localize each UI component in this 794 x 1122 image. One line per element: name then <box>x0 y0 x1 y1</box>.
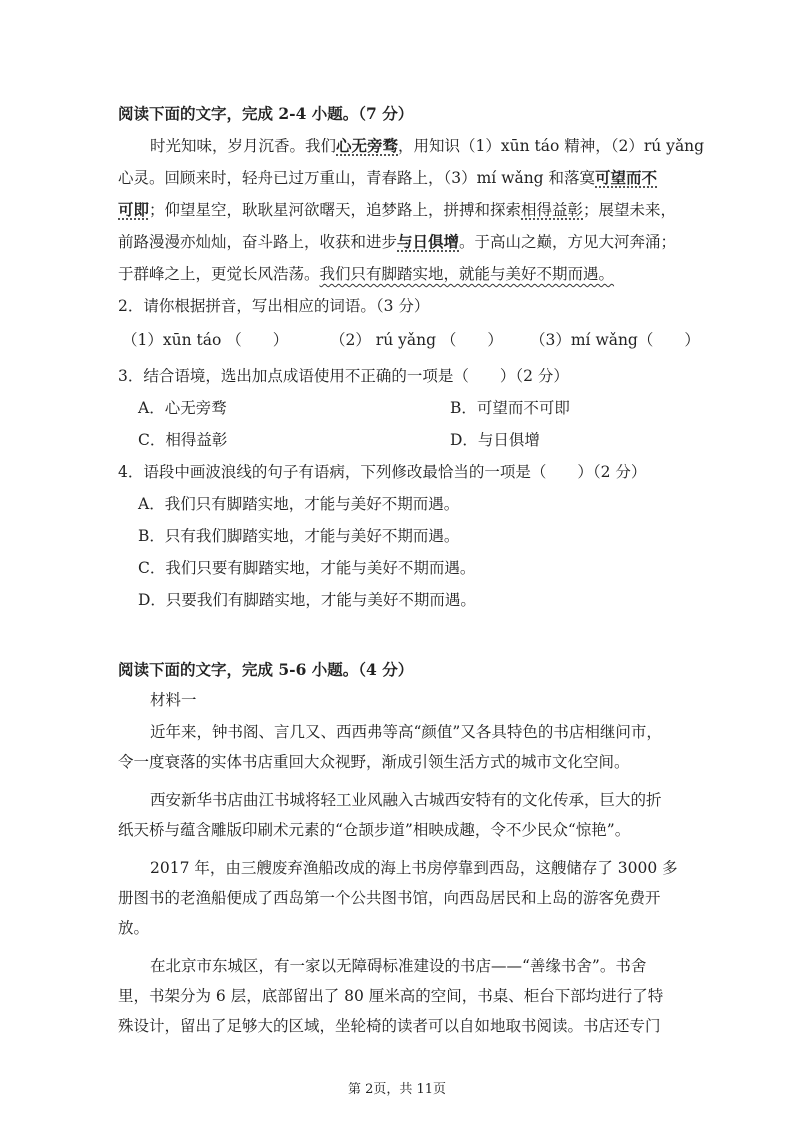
para4-line2: 里，书架分为 6 层，底部留出了 80 厘米高的空间，书桌、柜台下部均进行了特 <box>118 987 664 1005</box>
passage-line-2: 心灵。回顾来时，轻舟已过万重山，青春路上，（3）mí wǎng 和落寞可望而不 <box>118 168 658 187</box>
para3-line1: 2017 年，由三艘废弃渔船改成的海上书房停靠到西岛，这艘储存了 3000 多 <box>150 859 678 877</box>
q4-option-d[interactable]: D．只要我们有脚踏实地，才能与美好不期而遇。 <box>138 591 476 609</box>
wavy-sentence: 我们只有脚踏实地，就能与美好不期而遇。 <box>319 265 615 283</box>
q3-option-d[interactable]: D．与日俱增 <box>450 431 540 449</box>
q3-option-c[interactable]: C．相得益彰 <box>138 431 228 449</box>
q2-blank-3[interactable]: （3）mí wǎng（ ） <box>530 331 700 349</box>
q2-stem: 2．请你根据拼音，写出相应的词语。（3 分） <box>118 297 430 315</box>
q4-option-c[interactable]: C．我们只要有脚踏实地，才能与美好不期而遇。 <box>138 559 476 577</box>
passage-line-5: 于群峰之上，更觉长风浩荡。我们只有脚踏实地，就能与美好不期而遇。 <box>118 265 615 283</box>
q2-blank-1[interactable]: （1）xūn táo （ ） <box>122 331 289 349</box>
para2-line1: 西安新华书店曲江书城将轻工业风融入古城西安特有的文化传承，巨大的折 <box>150 791 662 809</box>
para1-line2: 令一度衰落的实体书店重回大众视野，渐成引领生活方式的城市文化空间。 <box>118 753 630 771</box>
q4-option-b[interactable]: B．只有我们脚踏实地，才能与美好不期而遇。 <box>138 527 460 545</box>
q3-option-b[interactable]: B．可望而不可即 <box>450 399 570 417</box>
passage-line-1: 时光知味，岁月沉香。我们心无旁骛，用知识（1）xūn táo 精神，（2）rú yǎng <box>150 136 705 155</box>
page-footer: 第 2页，共 11页 <box>347 1082 447 1097</box>
para3-line3: 放。 <box>118 919 150 937</box>
para2-line2: 纸天桥与蕴含雕版印刷术元素的“仓颉步道”相映成趣，令不少民众“惊艳”。 <box>118 821 631 839</box>
section2-heading: 阅读下面的文字，完成 5-6 小题。（4 分） <box>118 660 414 679</box>
q3-stem: 3．结合语境，选出加点成语使用不正确的一项是（ ）（2 分） <box>118 367 569 385</box>
q4-option-a[interactable]: A．我们只有脚踏实地，才能与美好不期而遇。 <box>138 495 460 513</box>
idiom-xinwupangwu: 心无旁骛 <box>336 136 399 155</box>
para4-line1: 在北京市东城区，有一家以无障碍标准建设的书店——“善缘书舍”。书舍 <box>150 957 647 975</box>
idiom-xiangdeyizhang: 相得益彰 <box>521 201 584 219</box>
idiom-kewangerbukeji-1: 可望而不 <box>595 168 658 187</box>
material-title: 材料一 <box>150 691 197 709</box>
idiom-kewangerbukeji-2: 可即 <box>118 200 150 219</box>
idiom-yurijuzeng: 与日俱增 <box>397 232 460 251</box>
q3-option-a[interactable]: A．心无旁骛 <box>138 399 227 417</box>
para3-line2: 册图书的老渔船便成了西岛第一个公共图书馆，向西岛居民和上岛的游客免费开 <box>118 889 661 907</box>
q2-blank-2[interactable]: （2） rú yǎng （ ） <box>330 331 503 349</box>
para1-line1: 近年来，钟书阁、言几又、西西弗等高“颜值”又各具特色的书店相继问市， <box>150 723 662 741</box>
passage-line-4: 前路漫漫亦灿灿，奋斗路上，收获和进步与日俱增。于高山之巅，方见大河奔涌； <box>118 232 677 251</box>
para4-line3: 殊设计，留出了足够大的区域，坐轮椅的读者可以自如地取书阅读。书店还专门 <box>118 1017 661 1035</box>
section1-heading: 阅读下面的文字，完成 2-4 小题。（7 分） <box>118 104 414 123</box>
passage-line-3: 可即；仰望星空，耿耿星河欲曙天，追梦路上，拼搏和探索相得益彰；展望未来， <box>118 200 677 219</box>
q4-stem: 4．语段中画波浪线的句子有语病，下列修改最恰当的一项是（ ）（2 分） <box>118 463 647 481</box>
